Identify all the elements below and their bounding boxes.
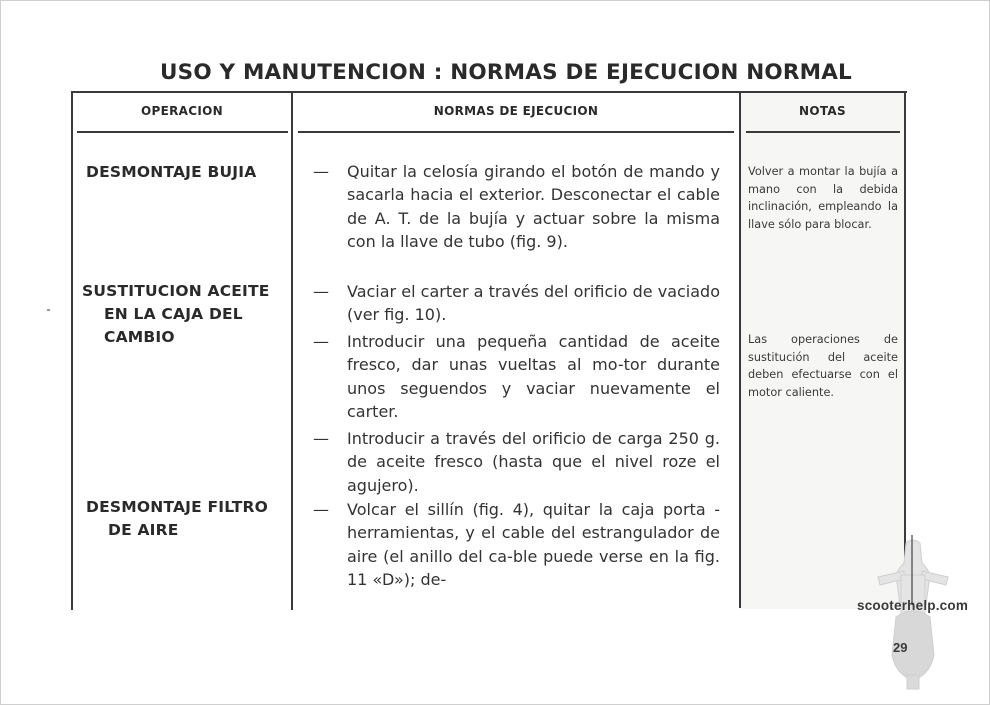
dash-bullet: — [313, 162, 329, 181]
table-top-border [71, 91, 907, 93]
operation-line: SUSTITUCION ACEITE [82, 282, 270, 300]
operation-line: CAMBIO [104, 328, 175, 346]
page-number: 29 [893, 640, 908, 655]
operation-line: DESMONTAJE FILTRO [86, 498, 269, 516]
column-header-normas: NORMAS DE EJECUCION [433, 104, 599, 118]
note-bujia: Volver a montar la bujía a mano con la debida inclinación, empleando la llave sólo para blocar. [748, 165, 898, 231]
operation-line: EN LA CAJA DEL [104, 305, 243, 323]
norm-item [313, 498, 720, 591]
watermark-text: scooterhelp.com [857, 598, 969, 613]
scooter-watermark-icon [868, 535, 958, 695]
header-underline-normas [298, 131, 734, 133]
norm-item [313, 330, 720, 423]
norm-text: Quitar la celosía girando el botón de mando y sacarla hacia el exterior. Desconectar el cable de A. T. de la bujía y actuar sobre la misma con la llave de tubo (fig. 9). [347, 162, 720, 251]
table-right-border [904, 92, 906, 610]
norm-text: Volcar el sillín (fig. 4), quitar la caja porta - herramientas, y el cable del estrangulador de aire (el anillo del ca-ble puede verse en la fig. 11 «D»); de- [347, 500, 720, 589]
operation-line: DESMONTAJE BUJIA [86, 163, 257, 181]
norm-text: Introducir a través del orificio de carga 250 g. de aceite fresco (hasta que el nivel roze el agujero). [347, 429, 720, 495]
dash-bullet: — [313, 332, 329, 351]
table-left-border [71, 92, 73, 610]
norm-item [313, 280, 720, 327]
norm-text: Vaciar el carter a través del orificio de vaciado (ver fig. 10). [347, 282, 720, 325]
column-divider-1 [291, 92, 293, 610]
page-title: USO Y MANUTENCION : NORMAS DE EJECUCION NORMAL [160, 60, 852, 85]
note-aceite: Las operaciones de sustitución del aceite deben efectuarse con el motor caliente. [748, 333, 898, 399]
operation-desmontaje-filtro [86, 496, 268, 542]
operation-desmontaje-bujia [86, 161, 256, 184]
norm-item [313, 427, 720, 497]
operation-sustitucion-aceite [82, 280, 270, 349]
norm-text: Introducir una pequeña cantidad de aceite fresco, dar unas vueltas al mo-tor durante unos seguendos y vaciar nuevamente el carter. [347, 332, 720, 421]
speck [47, 309, 50, 311]
dash-bullet: — [313, 500, 329, 519]
dash-bullet: — [313, 282, 329, 301]
column-header-operacion: OPERACION [141, 104, 223, 118]
dash-bullet: — [313, 429, 329, 448]
operation-line: DE AIRE [108, 521, 179, 539]
column-divider-2 [739, 92, 741, 608]
header-underline-notas [746, 131, 900, 133]
header-underline-operacion [77, 131, 288, 133]
norm-item [313, 160, 720, 253]
column-header-notas: NOTAS [799, 104, 846, 118]
